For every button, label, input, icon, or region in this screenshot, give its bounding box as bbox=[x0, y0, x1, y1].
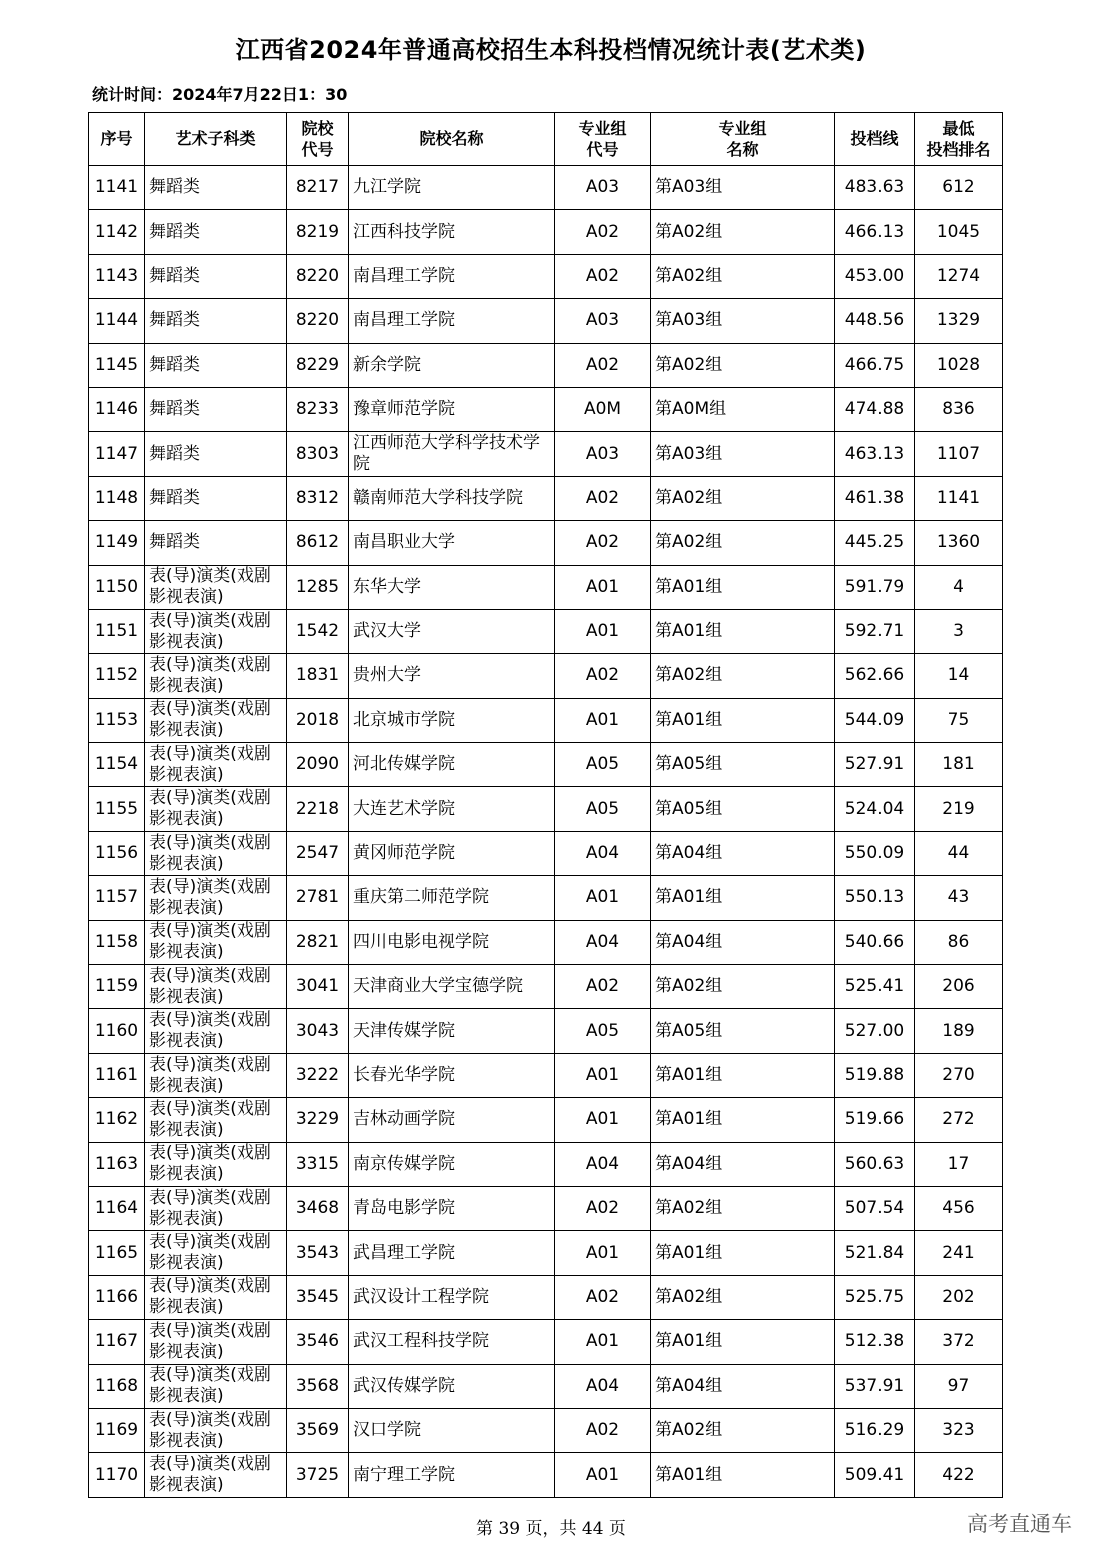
table-row bbox=[89, 521, 1003, 565]
cell-seq: 1145 bbox=[89, 343, 145, 387]
cell-school-code: 3543 bbox=[287, 1231, 349, 1275]
cell-rank: 14 bbox=[915, 654, 1003, 698]
table-row bbox=[89, 1009, 1003, 1053]
cell-group-name: 第A0M组 bbox=[651, 387, 835, 431]
cell-category: 表(导)演类(戏剧影视表演) bbox=[145, 1142, 287, 1186]
cell-group-name: 第A04组 bbox=[651, 1142, 835, 1186]
cell-category: 表(导)演类(戏剧影视表演) bbox=[145, 787, 287, 831]
cell-school-code: 3569 bbox=[287, 1408, 349, 1452]
cell-group-code: A05 bbox=[555, 787, 651, 831]
cell-rank: 241 bbox=[915, 1231, 1003, 1275]
table-row bbox=[89, 1364, 1003, 1408]
cell-seq: 1141 bbox=[89, 166, 145, 210]
cell-seq: 1154 bbox=[89, 743, 145, 787]
cell-seq: 1158 bbox=[89, 920, 145, 964]
cell-group-name: 第A02组 bbox=[651, 254, 835, 298]
cell-category: 表(导)演类(戏剧影视表演) bbox=[145, 1053, 287, 1097]
cell-score: 540.66 bbox=[835, 920, 915, 964]
cell-seq: 1167 bbox=[89, 1320, 145, 1364]
table-row bbox=[89, 1320, 1003, 1364]
cell-school-name: 四川电影电视学院 bbox=[349, 920, 555, 964]
cell-rank: 75 bbox=[915, 698, 1003, 742]
table-row bbox=[89, 1231, 1003, 1275]
cell-category: 表(导)演类(戏剧影视表演) bbox=[145, 920, 287, 964]
cell-score: 591.79 bbox=[835, 565, 915, 609]
cell-rank: 1360 bbox=[915, 521, 1003, 565]
cell-group-code: A05 bbox=[555, 1009, 651, 1053]
cell-school-code: 3568 bbox=[287, 1364, 349, 1408]
cell-score: 448.56 bbox=[835, 299, 915, 343]
cell-group-code: A01 bbox=[555, 698, 651, 742]
cell-group-code: A02 bbox=[555, 521, 651, 565]
cell-school-code: 8220 bbox=[287, 299, 349, 343]
cell-group-code: A02 bbox=[555, 254, 651, 298]
cell-group-name: 第A01组 bbox=[651, 1231, 835, 1275]
header-seq: 序号 bbox=[89, 113, 145, 166]
cell-seq: 1142 bbox=[89, 210, 145, 254]
cell-school-name: 大连艺术学院 bbox=[349, 787, 555, 831]
cell-group-name: 第A02组 bbox=[651, 1408, 835, 1452]
cell-school-name: 南昌理工学院 bbox=[349, 299, 555, 343]
cell-score: 519.88 bbox=[835, 1053, 915, 1097]
cell-group-code: A05 bbox=[555, 743, 651, 787]
table-row bbox=[89, 609, 1003, 653]
cell-score: 453.00 bbox=[835, 254, 915, 298]
cell-category: 表(导)演类(戏剧影视表演) bbox=[145, 698, 287, 742]
cell-group-name: 第A04组 bbox=[651, 920, 835, 964]
cell-group-code: A04 bbox=[555, 920, 651, 964]
cell-school-name: 重庆第二师范学院 bbox=[349, 876, 555, 920]
cell-school-name: 汉口学院 bbox=[349, 1408, 555, 1452]
cell-school-code: 8219 bbox=[287, 210, 349, 254]
cell-group-code: A01 bbox=[555, 1098, 651, 1142]
table-row bbox=[89, 1186, 1003, 1230]
cell-school-code: 8312 bbox=[287, 476, 349, 520]
cell-school-code: 3546 bbox=[287, 1320, 349, 1364]
cell-school-code: 2547 bbox=[287, 831, 349, 875]
cell-school-name: 武汉设计工程学院 bbox=[349, 1275, 555, 1319]
cell-rank: 1045 bbox=[915, 210, 1003, 254]
cell-score: 527.91 bbox=[835, 743, 915, 787]
cell-group-name: 第A02组 bbox=[651, 654, 835, 698]
cell-school-code: 3725 bbox=[287, 1453, 349, 1497]
table-body bbox=[89, 166, 1003, 1498]
table-row bbox=[89, 1098, 1003, 1142]
cell-score: 466.75 bbox=[835, 343, 915, 387]
cell-school-name: 新余学院 bbox=[349, 343, 555, 387]
cell-rank: 422 bbox=[915, 1453, 1003, 1497]
cell-seq: 1156 bbox=[89, 831, 145, 875]
cell-group-name: 第A01组 bbox=[651, 1320, 835, 1364]
cell-score: 525.41 bbox=[835, 965, 915, 1009]
cell-seq: 1153 bbox=[89, 698, 145, 742]
header-group-name bbox=[651, 113, 835, 166]
cell-school-name: 东华大学 bbox=[349, 565, 555, 609]
cell-group-name: 第A02组 bbox=[651, 965, 835, 1009]
cell-score: 544.09 bbox=[835, 698, 915, 742]
cell-seq: 1150 bbox=[89, 565, 145, 609]
table-row bbox=[89, 343, 1003, 387]
cell-group-name: 第A01组 bbox=[651, 876, 835, 920]
cell-school-name: 赣南师范大学科技学院 bbox=[349, 476, 555, 520]
cell-group-name: 第A01组 bbox=[651, 698, 835, 742]
cell-school-code: 8217 bbox=[287, 166, 349, 210]
cell-group-name: 第A03组 bbox=[651, 432, 835, 476]
cell-seq: 1149 bbox=[89, 521, 145, 565]
cell-group-code: A01 bbox=[555, 1053, 651, 1097]
cell-score: 521.84 bbox=[835, 1231, 915, 1275]
cell-group-code: A01 bbox=[555, 876, 651, 920]
admission-table bbox=[88, 112, 1003, 1498]
cell-group-code: A01 bbox=[555, 1231, 651, 1275]
cell-category: 表(导)演类(戏剧影视表演) bbox=[145, 1364, 287, 1408]
cell-group-code: A02 bbox=[555, 1186, 651, 1230]
cell-group-code: A02 bbox=[555, 1408, 651, 1452]
cell-group-name: 第A02组 bbox=[651, 476, 835, 520]
cell-category: 表(导)演类(戏剧影视表演) bbox=[145, 1453, 287, 1497]
cell-category: 表(导)演类(戏剧影视表演) bbox=[145, 1320, 287, 1364]
cell-group-name: 第A01组 bbox=[651, 1453, 835, 1497]
cell-group-name: 第A05组 bbox=[651, 787, 835, 831]
cell-score: 509.41 bbox=[835, 1453, 915, 1497]
cell-school-code: 8229 bbox=[287, 343, 349, 387]
cell-category: 表(导)演类(戏剧影视表演) bbox=[145, 876, 287, 920]
cell-category: 表(导)演类(戏剧影视表演) bbox=[145, 1231, 287, 1275]
cell-seq: 1147 bbox=[89, 432, 145, 476]
cell-seq: 1148 bbox=[89, 476, 145, 520]
stat-time: 统计时间：2024年7月22日1：30 bbox=[92, 85, 348, 104]
table-row bbox=[89, 1408, 1003, 1452]
cell-rank: 270 bbox=[915, 1053, 1003, 1097]
cell-group-name: 第A02组 bbox=[651, 1186, 835, 1230]
cell-score: 525.75 bbox=[835, 1275, 915, 1319]
cell-rank: 1329 bbox=[915, 299, 1003, 343]
cell-group-name: 第A04组 bbox=[651, 1364, 835, 1408]
cell-seq: 1161 bbox=[89, 1053, 145, 1097]
cell-group-code: A01 bbox=[555, 1453, 651, 1497]
cell-score: 466.13 bbox=[835, 210, 915, 254]
cell-category: 舞蹈类 bbox=[145, 166, 287, 210]
cell-category: 表(导)演类(戏剧影视表演) bbox=[145, 565, 287, 609]
cell-seq: 1169 bbox=[89, 1408, 145, 1452]
cell-rank: 17 bbox=[915, 1142, 1003, 1186]
cell-rank: 181 bbox=[915, 743, 1003, 787]
table-row bbox=[89, 920, 1003, 964]
cell-seq: 1143 bbox=[89, 254, 145, 298]
header-category: 艺术子科类 bbox=[145, 113, 287, 166]
cell-category: 表(导)演类(戏剧影视表演) bbox=[145, 1009, 287, 1053]
cell-score: 445.25 bbox=[835, 521, 915, 565]
cell-rank: 272 bbox=[915, 1098, 1003, 1142]
cell-score: 519.66 bbox=[835, 1098, 915, 1142]
cell-seq: 1155 bbox=[89, 787, 145, 831]
cell-rank: 456 bbox=[915, 1186, 1003, 1230]
cell-score: 524.04 bbox=[835, 787, 915, 831]
cell-school-code: 3468 bbox=[287, 1186, 349, 1230]
cell-group-name: 第A02组 bbox=[651, 521, 835, 565]
table-row bbox=[89, 565, 1003, 609]
header-group-name-line1: 专业组 bbox=[718, 119, 767, 138]
cell-score: 512.38 bbox=[835, 1320, 915, 1364]
cell-category: 表(导)演类(戏剧影视表演) bbox=[145, 609, 287, 653]
table-row bbox=[89, 210, 1003, 254]
table-row bbox=[89, 787, 1003, 831]
cell-school-name: 江西师范大学科学技术学院 bbox=[349, 432, 555, 476]
cell-score: 550.09 bbox=[835, 831, 915, 875]
cell-category: 舞蹈类 bbox=[145, 476, 287, 520]
cell-score: 461.38 bbox=[835, 476, 915, 520]
cell-school-name: 南昌职业大学 bbox=[349, 521, 555, 565]
cell-group-name: 第A05组 bbox=[651, 1009, 835, 1053]
page-footer: 第 39 页，共 44 页 bbox=[476, 1519, 626, 1539]
table-row bbox=[89, 476, 1003, 520]
table-row bbox=[89, 1142, 1003, 1186]
cell-school-name: 贵州大学 bbox=[349, 654, 555, 698]
cell-school-code: 3041 bbox=[287, 965, 349, 1009]
cell-school-code: 2090 bbox=[287, 743, 349, 787]
cell-group-name: 第A02组 bbox=[651, 343, 835, 387]
header-row bbox=[89, 113, 1003, 166]
cell-group-code: A01 bbox=[555, 565, 651, 609]
cell-school-code: 3315 bbox=[287, 1142, 349, 1186]
cell-school-code: 2018 bbox=[287, 698, 349, 742]
header-school-name: 院校名称 bbox=[349, 113, 555, 166]
header-group-code bbox=[555, 113, 651, 166]
cell-group-code: A01 bbox=[555, 609, 651, 653]
cell-school-name: 武汉传媒学院 bbox=[349, 1364, 555, 1408]
cell-seq: 1165 bbox=[89, 1231, 145, 1275]
cell-school-code: 8233 bbox=[287, 387, 349, 431]
table-row bbox=[89, 432, 1003, 476]
cell-score: 592.71 bbox=[835, 609, 915, 653]
cell-seq: 1159 bbox=[89, 965, 145, 1009]
cell-group-code: A02 bbox=[555, 654, 651, 698]
cell-school-code: 3545 bbox=[287, 1275, 349, 1319]
cell-score: 560.63 bbox=[835, 1142, 915, 1186]
cell-rank: 86 bbox=[915, 920, 1003, 964]
cell-category: 舞蹈类 bbox=[145, 254, 287, 298]
cell-group-code: A02 bbox=[555, 965, 651, 1009]
cell-school-name: 青岛电影学院 bbox=[349, 1186, 555, 1230]
cell-category: 舞蹈类 bbox=[145, 299, 287, 343]
cell-school-code: 2821 bbox=[287, 920, 349, 964]
cell-category: 舞蹈类 bbox=[145, 521, 287, 565]
cell-school-code: 3229 bbox=[287, 1098, 349, 1142]
cell-seq: 1152 bbox=[89, 654, 145, 698]
cell-school-code: 2218 bbox=[287, 787, 349, 831]
header-group-code-line2: 代号 bbox=[586, 140, 619, 159]
cell-score: 507.54 bbox=[835, 1186, 915, 1230]
cell-school-code: 1285 bbox=[287, 565, 349, 609]
cell-seq: 1163 bbox=[89, 1142, 145, 1186]
table-row bbox=[89, 654, 1003, 698]
cell-category: 表(导)演类(戏剧影视表演) bbox=[145, 1408, 287, 1452]
cell-category: 表(导)演类(戏剧影视表演) bbox=[145, 1275, 287, 1319]
cell-group-code: A02 bbox=[555, 343, 651, 387]
cell-category: 舞蹈类 bbox=[145, 343, 287, 387]
cell-group-name: 第A02组 bbox=[651, 1275, 835, 1319]
header-school-code-line1: 院校 bbox=[301, 119, 334, 138]
cell-rank: 43 bbox=[915, 876, 1003, 920]
cell-group-code: A02 bbox=[555, 210, 651, 254]
cell-group-name: 第A03组 bbox=[651, 299, 835, 343]
cell-rank: 1141 bbox=[915, 476, 1003, 520]
cell-score: 474.88 bbox=[835, 387, 915, 431]
table-row bbox=[89, 1053, 1003, 1097]
cell-rank: 219 bbox=[915, 787, 1003, 831]
cell-school-name: 河北传媒学院 bbox=[349, 743, 555, 787]
cell-group-code: A04 bbox=[555, 1142, 651, 1186]
cell-rank: 3 bbox=[915, 609, 1003, 653]
table-row bbox=[89, 743, 1003, 787]
cell-category: 舞蹈类 bbox=[145, 210, 287, 254]
cell-rank: 202 bbox=[915, 1275, 1003, 1319]
cell-seq: 1144 bbox=[89, 299, 145, 343]
cell-school-code: 8303 bbox=[287, 432, 349, 476]
cell-rank: 97 bbox=[915, 1364, 1003, 1408]
cell-school-name: 武汉工程科技学院 bbox=[349, 1320, 555, 1364]
cell-group-name: 第A01组 bbox=[651, 565, 835, 609]
cell-school-name: 吉林动画学院 bbox=[349, 1098, 555, 1142]
cell-rank: 44 bbox=[915, 831, 1003, 875]
cell-school-code: 2781 bbox=[287, 876, 349, 920]
cell-group-code: A01 bbox=[555, 1320, 651, 1364]
cell-seq: 1164 bbox=[89, 1186, 145, 1230]
cell-school-code: 1831 bbox=[287, 654, 349, 698]
cell-school-code: 1542 bbox=[287, 609, 349, 653]
cell-rank: 372 bbox=[915, 1320, 1003, 1364]
cell-school-name: 九江学院 bbox=[349, 166, 555, 210]
cell-seq: 1151 bbox=[89, 609, 145, 653]
cell-rank: 189 bbox=[915, 1009, 1003, 1053]
table-row bbox=[89, 965, 1003, 1009]
cell-school-code: 8612 bbox=[287, 521, 349, 565]
cell-category: 舞蹈类 bbox=[145, 432, 287, 476]
cell-school-code: 3043 bbox=[287, 1009, 349, 1053]
header-group-name-line2: 名称 bbox=[726, 140, 759, 159]
cell-group-name: 第A04组 bbox=[651, 831, 835, 875]
table-row bbox=[89, 698, 1003, 742]
header-school-code bbox=[287, 113, 349, 166]
cell-group-code: A04 bbox=[555, 1364, 651, 1408]
cell-school-name: 豫章师范学院 bbox=[349, 387, 555, 431]
cell-score: 550.13 bbox=[835, 876, 915, 920]
cell-seq: 1162 bbox=[89, 1098, 145, 1142]
cell-group-code: A02 bbox=[555, 1275, 651, 1319]
cell-seq: 1170 bbox=[89, 1453, 145, 1497]
cell-rank: 1107 bbox=[915, 432, 1003, 476]
cell-rank: 4 bbox=[915, 565, 1003, 609]
brand-watermark: 高考直通车 bbox=[967, 1512, 1072, 1536]
table-row bbox=[89, 254, 1003, 298]
cell-school-name: 南京传媒学院 bbox=[349, 1142, 555, 1186]
cell-school-name: 南宁理工学院 bbox=[349, 1453, 555, 1497]
table-row bbox=[89, 831, 1003, 875]
table-row bbox=[89, 387, 1003, 431]
cell-category: 表(导)演类(戏剧影视表演) bbox=[145, 654, 287, 698]
cell-group-code: A0M bbox=[555, 387, 651, 431]
cell-school-name: 黄冈师范学院 bbox=[349, 831, 555, 875]
cell-seq: 1168 bbox=[89, 1364, 145, 1408]
cell-category: 表(导)演类(戏剧影视表演) bbox=[145, 1186, 287, 1230]
cell-school-name: 武汉大学 bbox=[349, 609, 555, 653]
cell-group-code: A03 bbox=[555, 166, 651, 210]
cell-school-code: 8220 bbox=[287, 254, 349, 298]
cell-rank: 612 bbox=[915, 166, 1003, 210]
cell-school-name: 武昌理工学院 bbox=[349, 1231, 555, 1275]
header-score: 投档线 bbox=[835, 113, 915, 166]
cell-school-name: 天津传媒学院 bbox=[349, 1009, 555, 1053]
cell-group-name: 第A01组 bbox=[651, 609, 835, 653]
header-school-code-line2: 代号 bbox=[301, 140, 334, 159]
cell-seq: 1160 bbox=[89, 1009, 145, 1053]
cell-school-name: 北京城市学院 bbox=[349, 698, 555, 742]
table-row bbox=[89, 876, 1003, 920]
cell-score: 562.66 bbox=[835, 654, 915, 698]
header-rank-line2: 投档排名 bbox=[926, 140, 991, 159]
cell-category: 表(导)演类(戏剧影视表演) bbox=[145, 831, 287, 875]
cell-group-code: A02 bbox=[555, 476, 651, 520]
cell-group-code: A03 bbox=[555, 299, 651, 343]
cell-group-name: 第A01组 bbox=[651, 1098, 835, 1142]
cell-category: 表(导)演类(戏剧影视表演) bbox=[145, 743, 287, 787]
cell-school-name: 天津商业大学宝德学院 bbox=[349, 965, 555, 1009]
header-rank-line1: 最低 bbox=[942, 119, 975, 138]
cell-seq: 1146 bbox=[89, 387, 145, 431]
table-row bbox=[89, 299, 1003, 343]
table-row bbox=[89, 1453, 1003, 1497]
cell-group-name: 第A01组 bbox=[651, 1053, 835, 1097]
cell-category: 舞蹈类 bbox=[145, 387, 287, 431]
table-row bbox=[89, 166, 1003, 210]
cell-score: 483.63 bbox=[835, 166, 915, 210]
cell-school-code: 3222 bbox=[287, 1053, 349, 1097]
cell-score: 537.91 bbox=[835, 1364, 915, 1408]
table-row bbox=[89, 1275, 1003, 1319]
cell-rank: 1028 bbox=[915, 343, 1003, 387]
cell-rank: 323 bbox=[915, 1408, 1003, 1452]
cell-group-name: 第A03组 bbox=[651, 166, 835, 210]
cell-group-code: A03 bbox=[555, 432, 651, 476]
cell-school-name: 江西科技学院 bbox=[349, 210, 555, 254]
cell-category: 表(导)演类(戏剧影视表演) bbox=[145, 965, 287, 1009]
cell-score: 516.29 bbox=[835, 1408, 915, 1452]
cell-school-name: 长春光华学院 bbox=[349, 1053, 555, 1097]
cell-rank: 206 bbox=[915, 965, 1003, 1009]
cell-group-code: A04 bbox=[555, 831, 651, 875]
cell-score: 463.13 bbox=[835, 432, 915, 476]
cell-rank: 1274 bbox=[915, 254, 1003, 298]
page-title: 江西省2024年普通高校招生本科投档情况统计表(艺术类) bbox=[235, 36, 867, 64]
header-group-code-line1: 专业组 bbox=[578, 119, 627, 138]
cell-school-name: 南昌理工学院 bbox=[349, 254, 555, 298]
cell-group-name: 第A05组 bbox=[651, 743, 835, 787]
cell-rank: 836 bbox=[915, 387, 1003, 431]
cell-category: 表(导)演类(戏剧影视表演) bbox=[145, 1098, 287, 1142]
cell-seq: 1166 bbox=[89, 1275, 145, 1319]
header-rank bbox=[915, 113, 1003, 166]
cell-seq: 1157 bbox=[89, 876, 145, 920]
cell-group-name: 第A02组 bbox=[651, 210, 835, 254]
cell-score: 527.00 bbox=[835, 1009, 915, 1053]
